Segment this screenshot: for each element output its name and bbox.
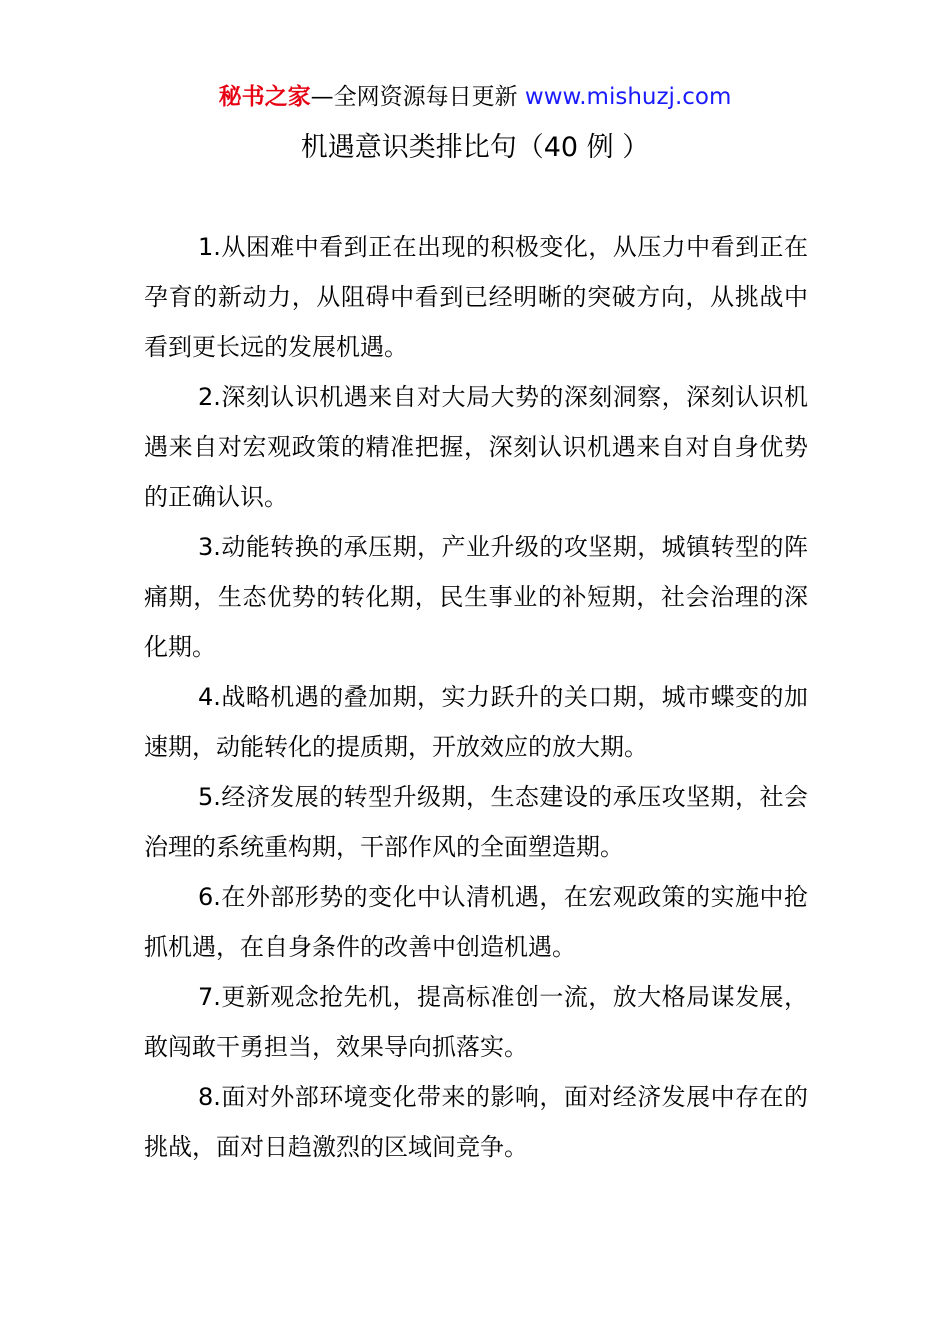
paragraph-4: 4.战略机遇的叠加期，实力跃升的关口期，城市蝶变的加速期，动能转化的提质期，开放效应的放大期。 (144, 683, 808, 761)
paragraph-7: 7.更新观念抢先机，提高标准创一流，放大格局谋发展，敢闯敢干勇担当，效果导向抓落实。 (144, 983, 808, 1061)
paragraph-2: 2.深刻认识机遇来自对大局大势的深刻洞察，深刻认识机遇来自对宏观政策的精准把握，深刻认识机遇来自对自身优势的正确认识。 (144, 383, 808, 511)
paragraph-8: 8.面对外部环境变化带来的影响，面对经济发展中存在的挑战，面对日趋激烈的区域间竞争。 (144, 1083, 808, 1161)
brand-name: 秘书之家 (218, 84, 311, 110)
paragraph-1: 1.从困难中看到正在出现的积极变化，从压力中看到正在孕育的新动力，从阻碍中看到已经明晰的突破方向，从挑战中看到更长远的发展机遇。 (144, 233, 808, 361)
document-body (144, 222, 808, 1172)
paragraph-3: 3.动能转换的承压期，产业升级的攻坚期，城镇转型的阵痛期，生态优势的转化期，民生事业的补短期，社会治理的深化期。 (144, 533, 808, 661)
site-header (0, 80, 950, 114)
header-tagline: —全网资源每日更新 (310, 84, 525, 110)
site-url-link[interactable]: www.mishuzj.com (524, 84, 732, 110)
document-title: 机遇意识类排比句（40 例 ） (300, 132, 650, 163)
paragraph-6: 6.在外部形势的变化中认清机遇，在宏观政策的实施中抢抓机遇，在自身条件的改善中创造机遇。 (144, 883, 808, 961)
paragraph-5: 5.经济发展的转型升级期，生态建设的承压攻坚期，社会治理的系统重构期，干部作风的全面塑造期。 (144, 783, 808, 861)
